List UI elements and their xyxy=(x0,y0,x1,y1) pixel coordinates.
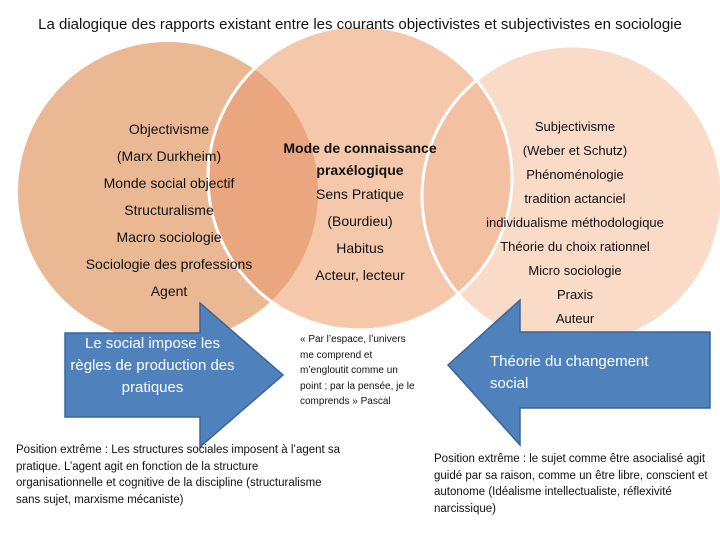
left-item: Agent xyxy=(150,283,188,299)
right-item: Phénoménologie xyxy=(526,167,624,182)
right-item: Praxis xyxy=(556,287,594,302)
right-extreme-position: Position extrême : le sujet comme être asocialisé agit guidé par sa raison, comme un être libre, conscient et autonome (Idéalisme intellectualiste, réflexivité narcissique) xyxy=(434,453,708,515)
left-item: Macro sociologie xyxy=(116,229,222,245)
left-item: Sociologie des professions xyxy=(85,256,253,272)
middle-item: Acteur, lecteur xyxy=(315,267,405,283)
right-item: individualisme méthodologique xyxy=(486,215,664,230)
left-extreme-position: Position extrême : Les structures sociales imposent à l’agent sa pratique. L’agent agit en fonction de la structure organisationnelle et cognitive de la discipline (structuralisme sans sujet, marxisme mécaniste) xyxy=(16,444,341,506)
left-list xyxy=(60,116,278,305)
right-item: tradition actanciel xyxy=(524,191,626,206)
left-arrow-text: Le social impose les règles de production des pratiques xyxy=(70,335,235,396)
right-item: Théorie du choix rationnel xyxy=(500,239,650,254)
pascal-quote: « Par l’espace, l’univers me comprend et m’engloutit comme un point ; par la pensée, je le comprends » Pascal xyxy=(300,334,415,407)
middle-item: Sens Pratique xyxy=(316,186,404,202)
right-item: Subjectivisme xyxy=(534,119,616,134)
middle-item: (Bourdieu) xyxy=(327,213,393,229)
left-item: Monde social objectif xyxy=(103,175,235,191)
right-item: Auteur xyxy=(555,311,595,326)
left-item: Objectivisme xyxy=(128,121,210,137)
middle-heading xyxy=(265,137,455,181)
right-list xyxy=(450,115,700,331)
middle-heading-line: praxélogique xyxy=(316,162,404,178)
middle-item: Habitus xyxy=(336,240,384,256)
right-arrow-text: Théorie du changement social xyxy=(490,353,649,392)
right-item: Micro sociologie xyxy=(528,263,622,278)
slide-title: La dialogique des rapports existant entre les courants objectivistes et subjectivistes en sociologie xyxy=(38,16,682,33)
left-item: Structuralisme xyxy=(124,202,214,218)
middle-heading-line: Mode de connaissance xyxy=(283,140,437,156)
right-item: (Weber et Schutz) xyxy=(522,143,628,158)
middle-list xyxy=(265,181,455,289)
left-item: (Marx Durkheim) xyxy=(116,148,222,164)
